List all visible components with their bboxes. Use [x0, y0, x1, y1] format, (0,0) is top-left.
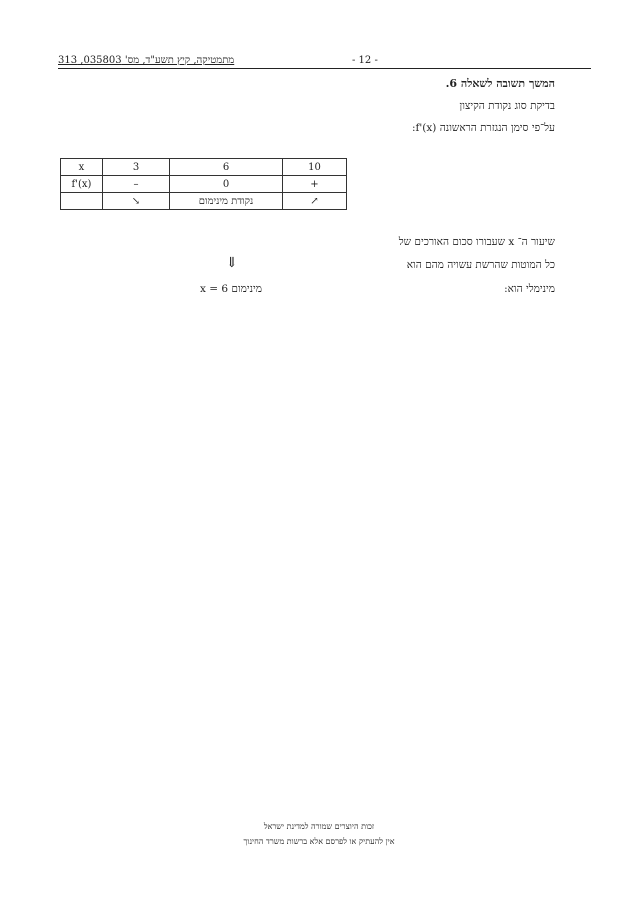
table-cell: נקודת מינימום: [170, 193, 283, 210]
table-row-x: [61, 159, 347, 176]
footer-copyright: זכות היוצרים שמורה למדינת ישראל: [263, 822, 375, 831]
answer-text: x = 6 מינימום: [200, 283, 263, 295]
table-row-behavior: [61, 193, 347, 210]
page-number: - 12 -: [352, 55, 378, 66]
increasing-arrow-icon: ↗: [283, 193, 347, 210]
table-cell: f'(x): [61, 176, 103, 193]
text-line-1: בדיקת סוג נקודת הקיצון: [459, 100, 555, 112]
table-cell: +: [283, 176, 347, 193]
text-line-3: שיעור ה־ x שעבורו סכום האורכים של: [398, 236, 555, 248]
text-line-2: על־פי סימן הנגזרת הראשונה f'(x):: [411, 122, 555, 134]
sign-table: [60, 158, 347, 210]
table-cell: –: [103, 176, 170, 193]
header-subject-code: מתמטיקה, קיץ תשע"ד, מס' 035803, 313: [58, 55, 235, 66]
table-cell: 3: [103, 159, 170, 176]
table-cell: x: [61, 159, 103, 176]
implies-arrow-icon: ⇓: [226, 255, 238, 271]
text-line-5: מינימלי הוא:: [504, 283, 555, 295]
decreasing-arrow-icon: ↘: [103, 193, 170, 210]
table-row-derivative: [61, 176, 347, 193]
table-cell: 6: [170, 159, 283, 176]
text-line-4: כל המוטות שהרשת עשויה מהם הוא: [406, 259, 555, 271]
header-divider: [58, 68, 591, 69]
table-cell: 10: [283, 159, 347, 176]
table-cell: [61, 193, 103, 210]
section-title: המשך תשובה לשאלה 6.: [445, 77, 555, 90]
footer-notice: אין להעתיק או לפרסם אלא ברשות משרד החינוך: [243, 837, 395, 846]
table-cell: 0: [170, 176, 283, 193]
